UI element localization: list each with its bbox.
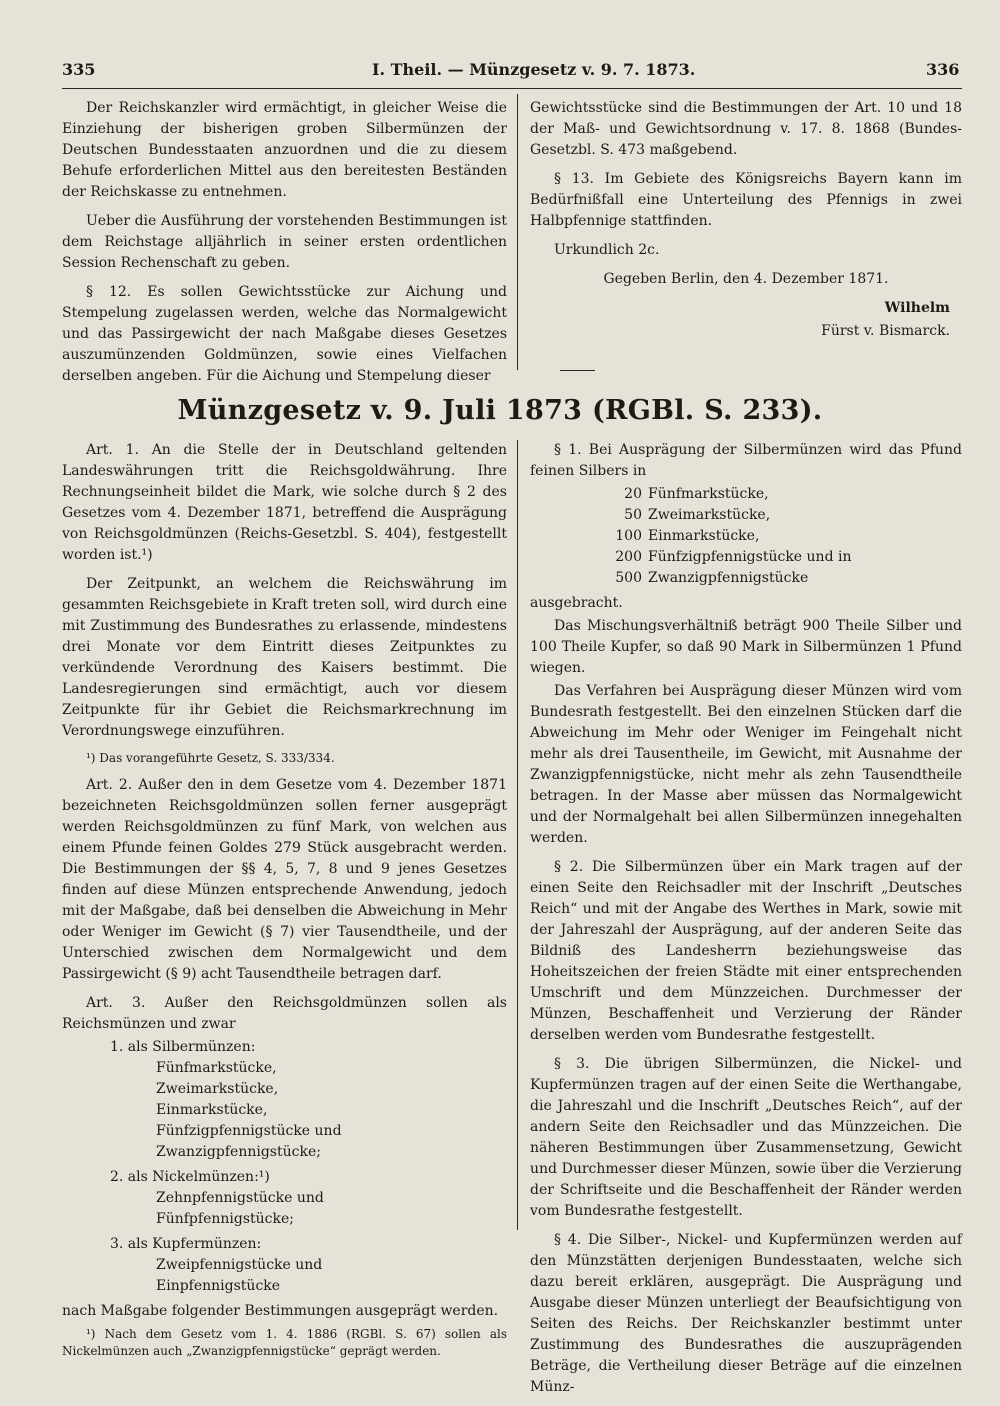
coin-name: Zweimarkstücke, — [648, 507, 771, 523]
column-divider-top — [517, 94, 518, 370]
paragraph-art-2: Art. 2. Außer den in dem Gesetze vom 4. Dezember 1871 bezeichneten Reichsgoldmünzen sollen ferner ausgeprägt werden Reichsgoldmünzen zu fünf Mark, von welchen aus einem Pfunde feinen Goldes 279 Stück ausgebracht werden. Die Bestimmungen der §§ 4, 5, 7, 8 und 9 jenes Gesetzes finden auf diese Münzen entsprechende Anwendung, jedoch mit der Maßgabe, daß bei denselben die Abweichung in Mehr oder Weniger im Gewicht (§ 7) vier Tausendtheile, und der Unterschied zwischen dem Normalgewicht und dem Passirgewicht (§ 9) acht Tausendtheile betragen darf. — [62, 777, 507, 982]
list-item — [560, 484, 962, 505]
page-number-left: 335 — [62, 60, 96, 79]
paragraph-section-13: § 13. Im Gebiete des Königsreichs Bayern kann im Bedürfnißfall eine Unterteilung des Pfennigs in zwei Halbpfennige stattfinden. — [530, 171, 962, 229]
list-item: Einmarkstücke, — [156, 1102, 268, 1118]
footnote: ¹) Das vorangeführte Gesetz, S. 333/334. — [86, 751, 335, 765]
column-divider-bottom — [517, 440, 518, 1230]
top-left-column — [62, 98, 507, 395]
law-title: Münzgesetz v. 9. Juli 1873 (RGBl. S. 233). — [177, 395, 823, 426]
list-item: Einpfennigstücke — [156, 1278, 281, 1294]
signature-wilhelm: Wilhelm — [884, 300, 950, 316]
header-rule — [62, 88, 962, 89]
paragraph: Der Reichskanzler wird ermächtigt, in gleicher Weise die Einziehung der bisherigen groben Silbermünzen der Deutschen Bundesstaaten anzuordnen und die zu diesem Behufe erforderlichen Mittel aus den bereitesten Beständen der Reichskasse zu entnehmen. — [62, 100, 507, 200]
paragraph: Das Verfahren bei Ausprägung dieser Münzen wird vom Bundesrath festgestellt. Bei den einzelnen Stücken darf die Abweichung im Mehr oder Weniger im Feingehalt nicht mehr als drei Tausentheile, im Gewicht, mit Ausnahme der Zwanzigpfennigstücke, nicht mehr als zehn Tausendtheile betragen. In der Masse aber müssen das Normalgewicht und der Normalgehalt bei allen Silbermünzen innegehalten werden. — [530, 683, 962, 846]
coin-list-silver — [62, 1037, 507, 1163]
coin-list-nickel — [62, 1167, 507, 1230]
given-line: Gegeben Berlin, den 4. Dezember 1871. — [603, 271, 889, 287]
paragraph-art-3: Art. 3. Außer den Reichsgoldmünzen sollen als Reichsmünzen und zwar — [62, 995, 507, 1032]
separator-rule — [560, 370, 595, 371]
paragraph-section-1: § 1. Bei Ausprägung der Silbermünzen wird das Pfund feinen Silbers in — [530, 442, 962, 479]
coin-count: 50 — [624, 507, 642, 523]
list-item: Fünfzigpfennigstücke und — [156, 1123, 342, 1139]
coin-count: 500 — [615, 570, 642, 586]
list-item: Fünfmarkstücke, — [156, 1060, 277, 1076]
list-item — [560, 568, 962, 589]
paragraph: Ueber die Ausführung der vorstehenden Bestimmungen ist dem Reichstage alljährlich in seiner ersten ordentlichen Session Rechenschaft zu geben. — [62, 213, 507, 271]
lower-right-column — [530, 440, 962, 1406]
header-title: I. Theil. — Münzgesetz v. 9. 7. 1873. — [372, 60, 696, 79]
paragraph-section-4: § 4. Die Silber-, Nickel- und Kupfermünzen werden auf den Münzstätten derjenigen Bundesstaaten, welche sich dazu bereit erklären, ausgeprägt. Die Ausprägung und Ausgabe dieser Münzen unterliegt der Beaufsichtigung von Seiten des Reichs. Der Reichskanzler bestimmt unter Zustimmung des Bundesrathes die auszuprägenden Beträge, die Vertheilung dieser Beträge auf die einzelnen Münz- — [530, 1232, 962, 1395]
list-item — [560, 526, 962, 547]
paragraph-section-2: § 2. Die Silbermünzen über ein Mark tragen auf der einen Seite den Reichsadler mit der Inschrift „Deutsches Reich“ und mit der Angabe des Werthes in Mark, sowie mit der Jahreszahl der Ausprägung, auf der anderen Seite das Bildniß des Landesherrn beziehungsweise das Hoheitszeichen der freien Städte mit einer entsprechenden Umschrift und dem Münzzeichen. Durchmesser der Münzen, Beschaffenheit und Verzierung der Ränder derselben werden vom Bundesrathe festgestellt. — [530, 859, 962, 1043]
coin-count: 20 — [624, 486, 642, 502]
list-item: Zweipfennigstücke und — [156, 1257, 323, 1273]
running-header — [0, 56, 1000, 86]
list-item: Zweimarkstücke, — [156, 1081, 279, 1097]
list-item: Fünfpfennigstücke; — [156, 1211, 294, 1227]
list-item: Zehnpfennigstücke und — [156, 1190, 324, 1206]
page-number-right: 336 — [926, 60, 960, 79]
paragraph: Gewichtsstücke sind die Bestimmungen der Art. 10 und 18 der Maß- und Gewichtsordnung v. 17. 8. 1868 (Bundes-Gesetzbl. S. 473 maßgebend. — [530, 100, 962, 158]
coin-name: Zwanzigpfennigstücke — [648, 570, 809, 586]
coin-count-list — [530, 484, 962, 589]
top-right-column — [530, 98, 962, 350]
paragraph: nach Maßgabe folgender Bestimmungen ausgeprägt werden. — [62, 1303, 499, 1319]
list-heading: 1. als Silbermünzen: — [110, 1039, 256, 1055]
list-item: Zwanzigpfennigstücke; — [156, 1144, 321, 1160]
coin-name: Fünfzigpfennigstücke und in — [648, 549, 852, 565]
list-item — [560, 505, 962, 526]
coin-name: Einmarkstücke, — [648, 528, 760, 544]
paragraph: ausgebracht. — [530, 595, 623, 611]
list-item — [560, 547, 962, 568]
paragraph-section-12: § 12. Es sollen Gewichtsstücke zur Aichung und Stempelung zugelassen werden, welche das Normalgewicht und das Passirgewicht der nach Maßgabe dieses Gesetzes auszumünzenden Goldmünzen, sowie eines Vielfachen derselben angeben. Für die Aichung und Stempelung dieser — [62, 284, 507, 384]
coin-count: 200 — [615, 549, 642, 565]
lower-left-column — [62, 440, 507, 1368]
paragraph-art-1: Art. 1. An die Stelle der in Deutschland geltenden Landeswährungen tritt die Reichsgoldwährung. Ihre Rechnungseinheit bildet die Mark, wie solche durch § 2 des Gesetzes vom 4. Dezember 1871, betreffend die Ausprägung von Reichsgoldmünzen (Reichs-Gesetzbl. S. 404), festgestellt worden ist.¹) — [62, 442, 507, 563]
countersign-bismarck: Fürst v. Bismarck. — [821, 323, 950, 339]
paragraph: Der Zeitpunkt, an welchem die Reichswährung im gesammten Reichsgebiete in Kraft treten soll, wird durch eine mit Zustimmung des Bundesrathes zu erlassende, mindestens drei Monate vor dem Eintritt dieses Zeitpunktes zu verkündende Verordnung des Kaisers bestimmt. Die Landesregierungen sind ermächtigt, auch vor diesem Zeitpunkte für ihr Gebiet die Reichsmarkrechnung im Verordnungswege einzuführen. — [62, 576, 507, 739]
coin-name: Fünfmarkstücke, — [648, 486, 769, 502]
paragraph-section-3: § 3. Die übrigen Silbermünzen, die Nickel- und Kupfermünzen tragen auf der einen Seite die Werthangabe, die Jahreszahl und die Inschrift „Deutsches Reich“, auf der andern Seite den Reichsadler und das Münzzeichen. Die näheren Bestimmungen über Zusammensetzung, Gewicht und Durchmesser dieser Münzen, sowie über die Verzierung der Schriftseite und die Beschaffenheit der Ränder werden vom Bundesrathe festgestellt. — [530, 1056, 962, 1219]
list-heading: 2. als Nickelmünzen:¹) — [110, 1169, 270, 1185]
coin-list-copper — [62, 1234, 507, 1297]
coin-count: 100 — [615, 528, 642, 544]
urkundlich-line: Urkundlich 2c. — [554, 242, 660, 258]
paragraph: Das Mischungsverhältniß beträgt 900 Theile Silber und 100 Theile Kupfer, so daß 90 Mark in Silbermünzen 1 Pfund wiegen. — [530, 618, 962, 676]
list-heading: 3. als Kupfermünzen: — [110, 1236, 262, 1252]
footnote: ¹) Nach dem Gesetz vom 1. 4. 1886 (RGBl. S. 67) sollen als Nickelmünzen auch „Zwanzigpfennigstücke“ geprägt werden. — [62, 1327, 507, 1358]
